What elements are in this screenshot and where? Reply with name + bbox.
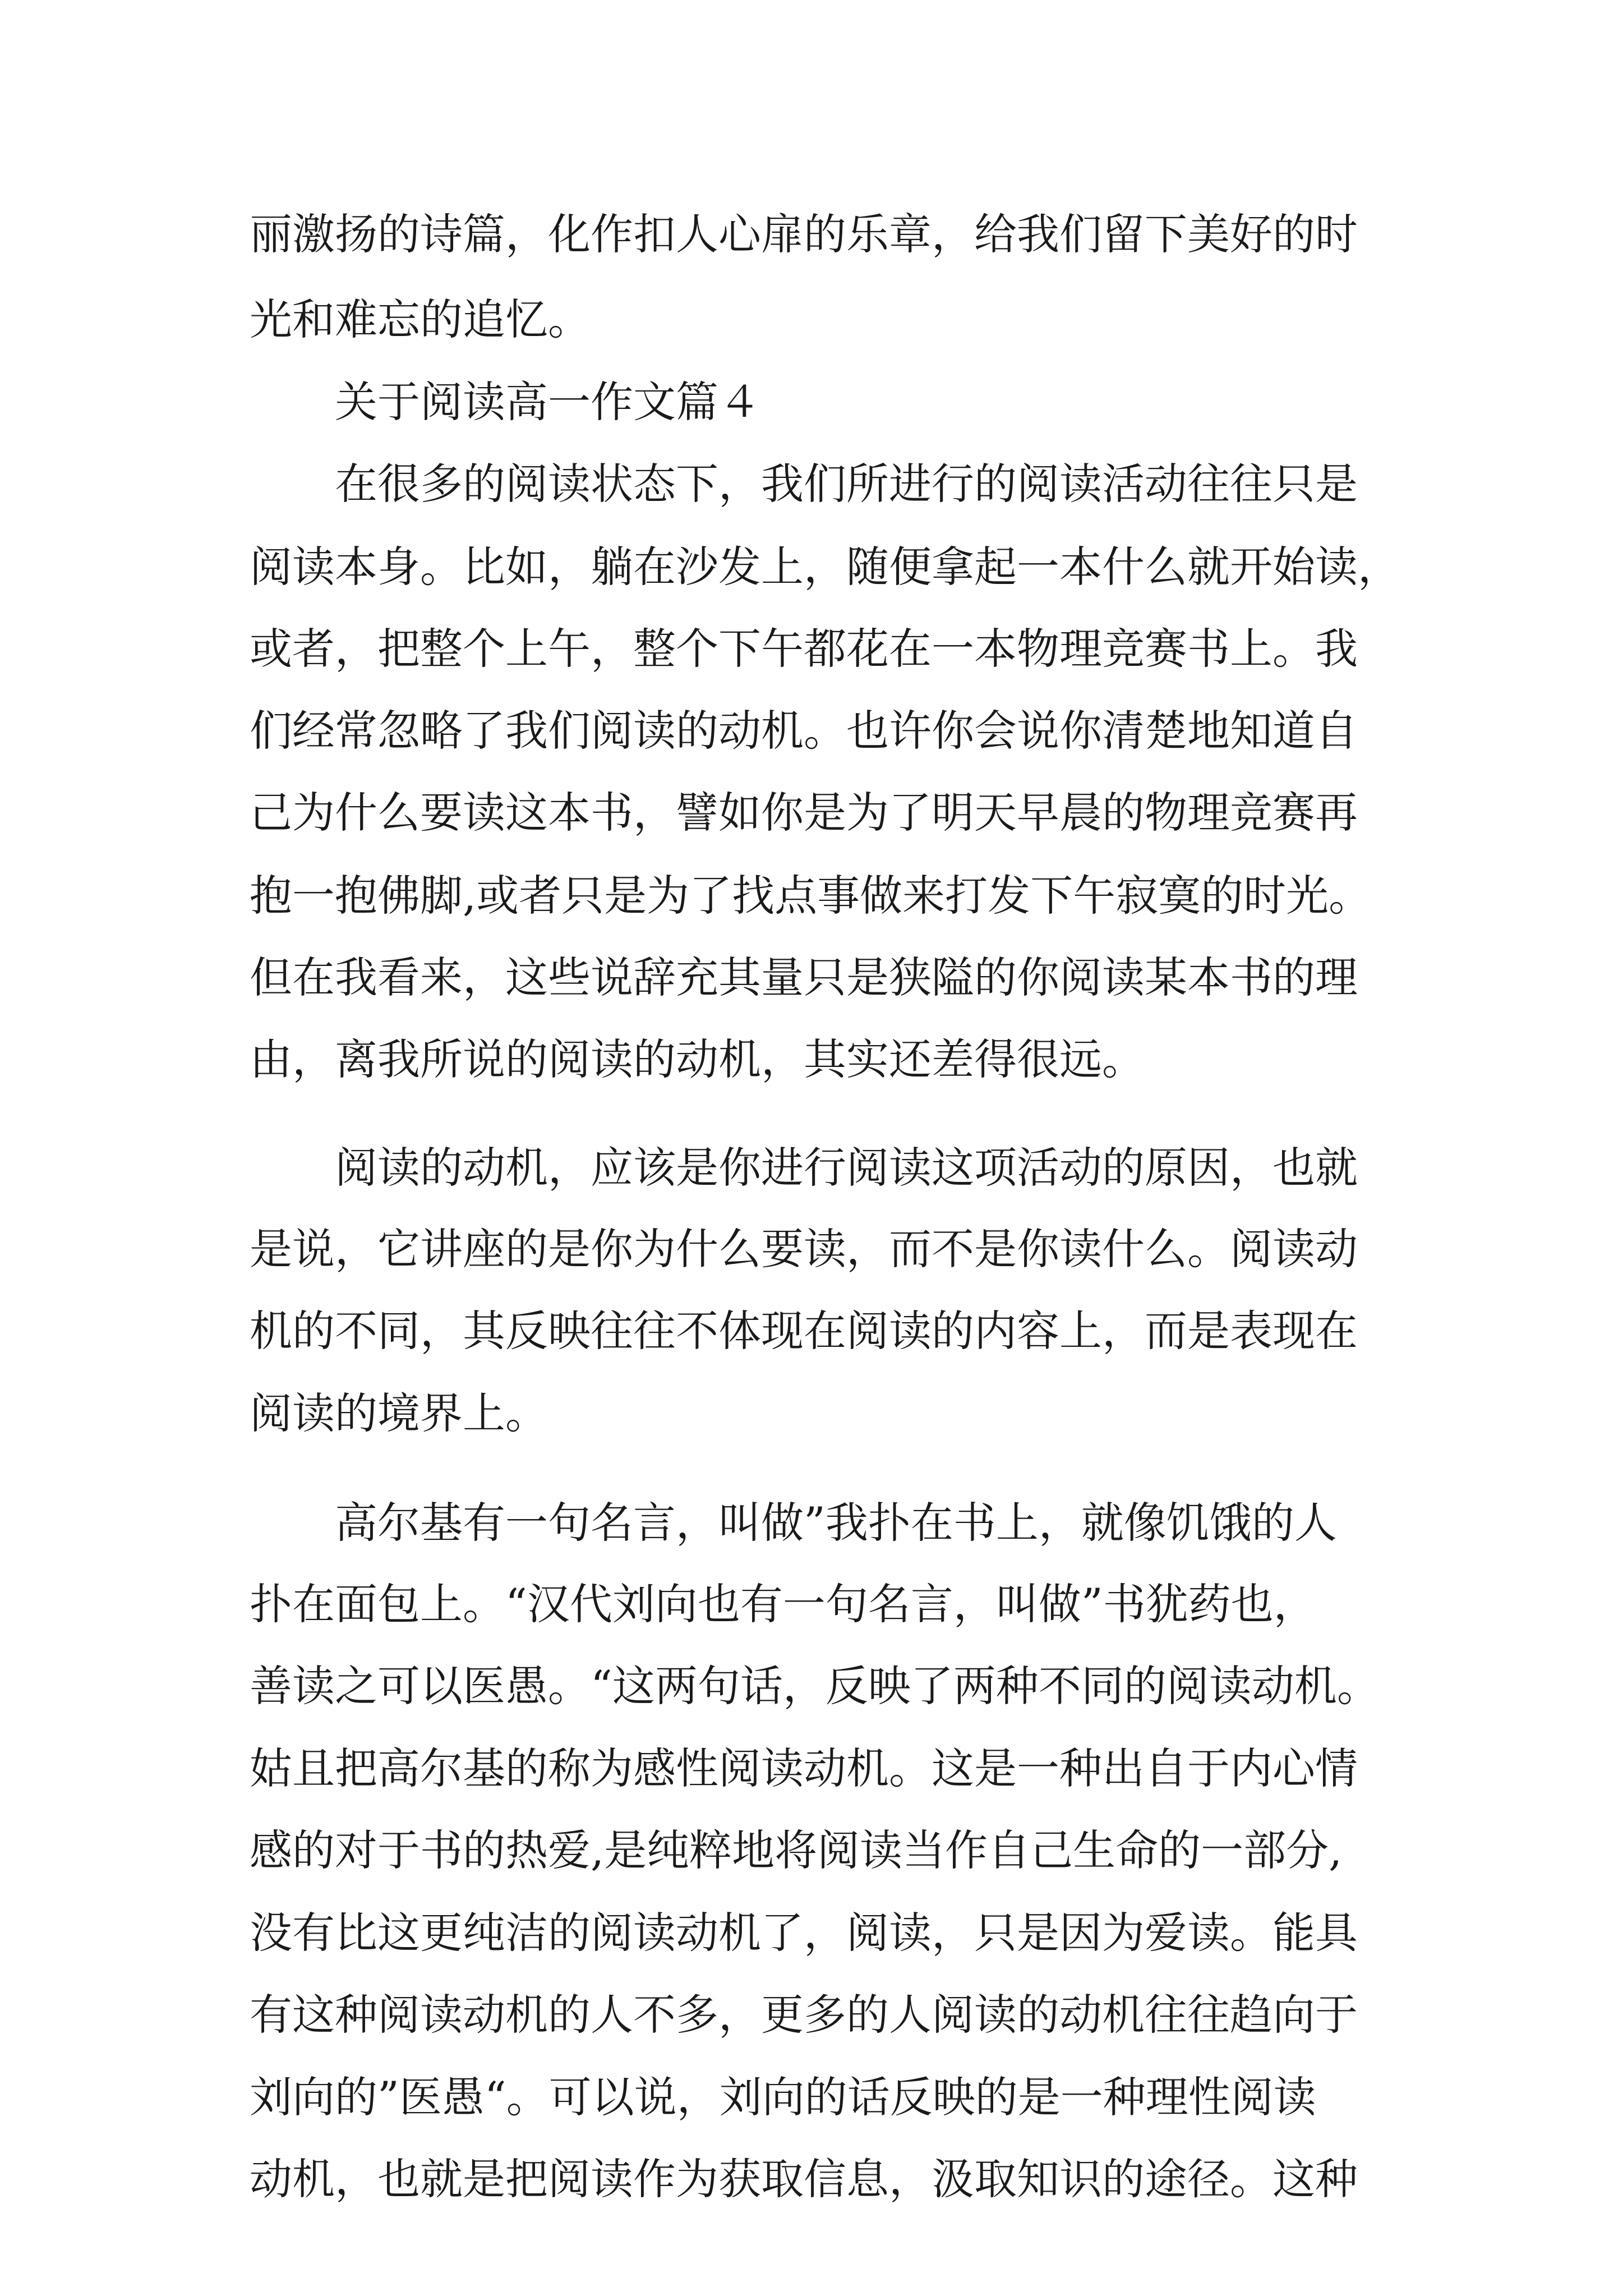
text-line: 没有比这更纯洁的阅读动机了，阅读，只是因为爱读。能具 (250, 1908, 1358, 1958)
text-line: 扑在面包上。“汉代刘向也有一句名言，叫做”书犹药也， (250, 1579, 1316, 1629)
text-line: 阅读的境界上。 (250, 1388, 548, 1438)
text-line: 阅读的动机，应该是你进行阅读这项活动的原因，也就 (335, 1143, 1358, 1193)
text-line: 在很多的阅读状态下，我们所进行的阅读活动往往只是 (335, 459, 1358, 509)
text-line: 们经常忽略了我们阅读的动机。也许你会说你清楚地知道自 (250, 706, 1358, 756)
text-line: 光和难忘的追忆。 (250, 295, 591, 344)
text-line: 抱一抱佛脚,或者只是为了找点事做来打发下午寂寞的时光。 (250, 871, 1372, 921)
text-line: 刘向的”医愚“。可以说，刘向的话反映的是一种理性阅读 (250, 2072, 1316, 2122)
text-line: 阅读本身。比如，躺在沙发上，随便拿起一本什么就开始读， (250, 542, 1400, 592)
text-line: 己为什么要读这本书，譬如你是为了明天早晨的物理竞赛再 (250, 788, 1358, 838)
text-line: 机的不同，其反映往往不体现在阅读的内容上，而是表现在 (250, 1306, 1358, 1356)
text-line: 姑且把高尔基的称为感性阅读动机。这是一种出自于内心情 (250, 1743, 1358, 1793)
text-line: 善读之可以医愚。“这两句话，反映了两种不同的阅读动机。 (250, 1661, 1380, 1711)
text-line: 丽激扬的诗篇，化作扣人心扉的乐章，给我们留下美好的时 (250, 209, 1358, 259)
section-heading: 关于阅读高一作文篇４ (335, 377, 761, 427)
text-line: 是说，它讲座的是你为什么要读，而不是你读什么。阅读动 (250, 1224, 1358, 1274)
text-line: 动机，也就是把阅读作为获取信息，汲取知识的途径。这种 (250, 2154, 1358, 2204)
text-line: 但在我看来，这些说辞充其量只是狭隘的你阅读某本书的理 (250, 953, 1358, 1002)
text-line: 有这种阅读动机的人不多，更多的人阅读的动机往往趋向于 (250, 1990, 1358, 2040)
text-line: 感的对于书的热爱,是纯粹地将阅读当作自己生命的一部分, (250, 1825, 1343, 1875)
text-line: 或者，把整个上午，整个下午都花在一本物理竞赛书上。我 (250, 624, 1358, 674)
text-line: 高尔基有一句名言，叫做”我扑在书上，就像饥饿的人 (335, 1498, 1337, 1548)
text-line: 由，离我所说的阅读的动机，其实还差得很远。 (250, 1034, 1145, 1084)
